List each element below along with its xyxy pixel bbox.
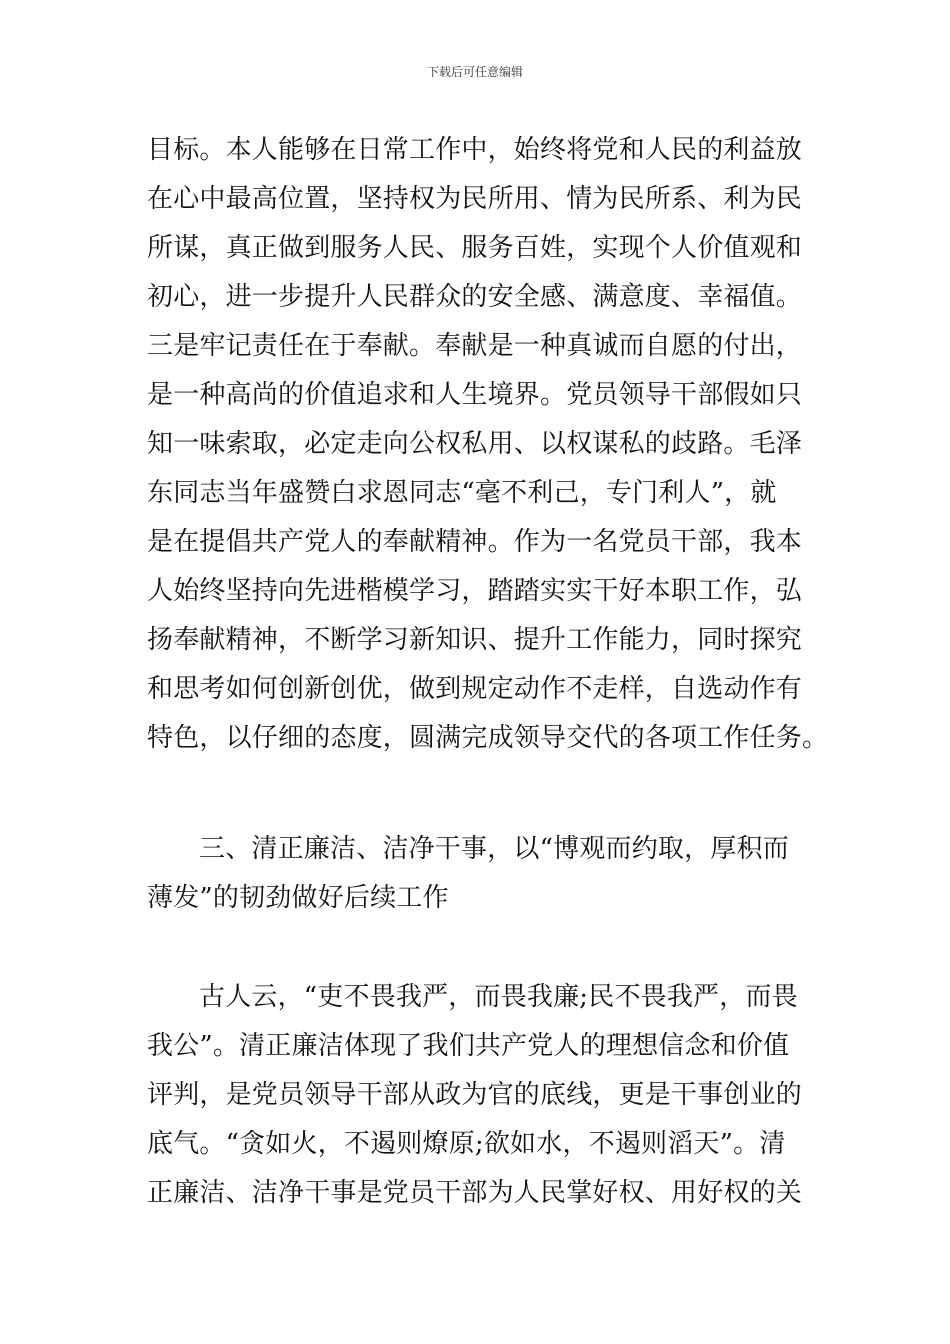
text-line: 底气。“贪如火，不遏则燎原;欲如水，不遏则滔天”。清 bbox=[147, 1129, 786, 1159]
text-line: 和思考如何创新创优，做到规定动作不走样，自选动作有 bbox=[147, 674, 803, 704]
heading-line: 薄发”的韧劲做好后续工作 bbox=[147, 883, 449, 913]
text-line: 人始终坚持向先进楷模学习，踏踏实实干好本职工作，弘 bbox=[147, 576, 803, 606]
text-line: 目标。本人能够在日常工作中，始终将党和人民的利益放 bbox=[147, 135, 803, 165]
paragraph-continuation bbox=[147, 126, 829, 763]
text-line: 是在提倡共产党人的奉献精神。作为一名党员干部，我本 bbox=[147, 527, 803, 557]
text-line: 是一种高尚的价值追求和人生境界。党员领导干部假如只 bbox=[147, 380, 803, 410]
text-line: 特色，以仔细的态度，圆满完成领导交代的各项工作任务。 bbox=[147, 723, 829, 753]
text-line: 我公”。清正廉洁体现了我们共产党人的理想信念和价值 bbox=[147, 1031, 790, 1061]
section-heading bbox=[147, 825, 812, 923]
paragraph-gurenyun bbox=[147, 973, 812, 1218]
text-line: 初心，进一步提升人民群众的安全感、满意度、幸福值。 bbox=[147, 282, 803, 312]
text-line: 扬奉献精神，不断学习新知识、提升工作能力，同时探究 bbox=[147, 625, 803, 655]
text-line: 三是牢记责任在于奉献。奉献是一种真诚而自愿的付出， bbox=[147, 331, 803, 361]
text-line: 所谋，真正做到服务人民、服务百姓，实现个人价值观和 bbox=[147, 233, 803, 263]
text-line: 东同志当年盛赞白求恩同志“毫不利己，专门利人”，就 bbox=[147, 478, 777, 508]
text-line: 知一味索取，必定走向公权私用、以权谋私的歧路。毛泽 bbox=[147, 429, 803, 459]
heading-line: 三、清正廉洁、洁净干事，以“博观而约取，厚积而 bbox=[199, 834, 789, 864]
page-header: 下载后可任意编辑 bbox=[426, 65, 523, 79]
text-line: 古人云，“吏不畏我严，而畏我廉;民不畏我严，而畏 bbox=[199, 982, 798, 1012]
text-line: 正廉洁、洁净干事是党员干部为人民掌好权、用好权的关 bbox=[147, 1178, 803, 1208]
text-line: 在心中最高位置，坚持权为民所用、情为民所系、利为民 bbox=[147, 184, 803, 214]
text-line: 评判，是党员领导干部从政为官的底线，更是干事创业的 bbox=[147, 1080, 803, 1110]
